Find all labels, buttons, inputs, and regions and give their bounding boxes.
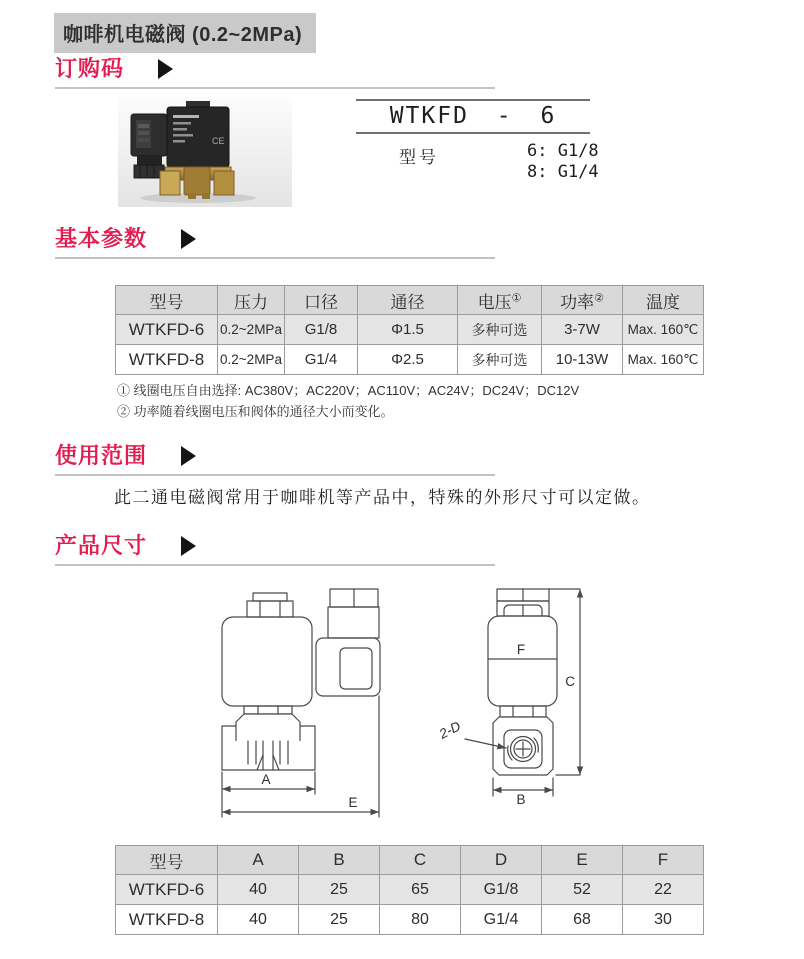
section-underline <box>55 257 495 259</box>
table-cell: 68 <box>542 905 623 935</box>
column-header: F <box>623 846 704 875</box>
code-rule-top <box>356 99 590 101</box>
section-title: 使用范围 <box>55 443 148 468</box>
column-header: 口径 <box>285 286 358 315</box>
table-cell: 3-7W <box>542 315 623 345</box>
column-header: E <box>542 846 623 875</box>
table-cell: Φ2.5 <box>358 345 458 375</box>
table-cell: 0.2~2MPa <box>218 345 285 375</box>
column-header: A <box>218 846 299 875</box>
table-cell: G1/8 <box>285 315 358 345</box>
model-option: 8: G1/4 <box>527 162 599 182</box>
section-heading-usage <box>55 443 495 477</box>
table-cell: 多种可选 <box>458 345 542 375</box>
table-row <box>116 905 704 935</box>
photo-coil <box>167 101 229 167</box>
section-underline <box>55 87 495 89</box>
table-cell: 30 <box>623 905 704 935</box>
usage-description: 此二通电磁阀常用于咖啡机等产品中，特殊的外形尺寸可以定做。 <box>114 488 651 507</box>
table-cell: WTKFD-6 <box>116 315 218 345</box>
dim-label-e: E <box>348 795 358 810</box>
table-cell: 80 <box>380 905 461 935</box>
table-cell: G1/8 <box>461 875 542 905</box>
column-header: 功率② <box>542 286 623 315</box>
table-row <box>116 345 704 375</box>
photo-din-connector <box>131 114 167 178</box>
section-arrow-icon <box>181 229 196 249</box>
table-cell: G1/4 <box>461 905 542 935</box>
section-arrow-icon <box>181 536 196 556</box>
table-cell: 65 <box>380 875 461 905</box>
photo-valve-body <box>160 167 234 199</box>
column-header: 电压① <box>458 286 542 315</box>
table-cell: 40 <box>218 905 299 935</box>
section-arrow-icon <box>181 446 196 466</box>
table <box>115 285 704 375</box>
dimensions-table <box>115 845 704 935</box>
section-underline <box>55 564 495 566</box>
column-header: 温度 <box>623 286 704 315</box>
drawing-front-view <box>488 589 557 775</box>
section-heading-basic-params <box>55 226 495 260</box>
photo-ce-mark: CE <box>212 136 225 146</box>
table-cell: 多种可选 <box>458 315 542 345</box>
footnote-voltage: ① 线圈电压自由选择: AC380V；AC220V；AC110V；AC24V；DC24V；DC12V <box>117 383 580 398</box>
product-photo <box>118 97 292 207</box>
section-title: 基本参数 <box>55 226 148 251</box>
model-options <box>527 141 599 183</box>
table <box>115 845 704 935</box>
dim-label-ports: 2-D <box>436 718 464 742</box>
table-cell: 22 <box>623 875 704 905</box>
basic-params-table <box>115 285 704 375</box>
page-title: 咖啡机电磁阀 (0.2~2MPa) <box>54 13 316 53</box>
column-header: C <box>380 846 461 875</box>
section-heading-order-code <box>55 56 495 90</box>
code-rule-bottom <box>356 132 590 134</box>
table-cell: WTKFD-8 <box>116 345 218 375</box>
footnote-power: ② 功率随着线圈电压和阀体的通径大小而变化。 <box>117 404 394 419</box>
table-cell: Max. 160℃ <box>623 315 704 345</box>
footnotes <box>117 380 579 422</box>
table-cell: 40 <box>218 875 299 905</box>
dim-label-c: C <box>565 674 575 689</box>
dimension-drawings <box>180 585 600 820</box>
section-arrow-icon <box>158 59 173 79</box>
table-cell: WTKFD-6 <box>116 875 218 905</box>
dim-label-a: A <box>261 772 271 787</box>
table-cell: Φ1.5 <box>358 315 458 345</box>
table-cell: 25 <box>299 875 380 905</box>
table-cell: G1/4 <box>285 345 358 375</box>
model-option: 6: G1/8 <box>527 141 599 161</box>
column-header: 压力 <box>218 286 285 315</box>
section-heading-dimensions <box>55 533 495 567</box>
section-title: 订购码 <box>55 56 125 81</box>
column-header: 型号 <box>116 846 218 875</box>
section-title: 产品尺寸 <box>55 533 148 558</box>
order-code-text: WTKFD - 6 <box>389 103 557 129</box>
dim-label-f: F <box>516 642 526 657</box>
column-header: 型号 <box>116 286 218 315</box>
table-cell: WTKFD-8 <box>116 905 218 935</box>
model-label: 型号 <box>399 148 439 167</box>
table-row <box>116 315 704 345</box>
drawing-side-view <box>222 589 380 770</box>
header-row <box>116 286 704 315</box>
table-cell: Max. 160℃ <box>623 345 704 375</box>
table-cell: 0.2~2MPa <box>218 315 285 345</box>
column-header: B <box>299 846 380 875</box>
table-row <box>116 875 704 905</box>
table-cell: 25 <box>299 905 380 935</box>
header-row <box>116 846 704 875</box>
section-underline <box>55 474 495 476</box>
table-cell: 10-13W <box>542 345 623 375</box>
column-header: 通径 <box>358 286 458 315</box>
table-cell: 52 <box>542 875 623 905</box>
dim-label-b: B <box>516 792 526 807</box>
column-header: D <box>461 846 542 875</box>
